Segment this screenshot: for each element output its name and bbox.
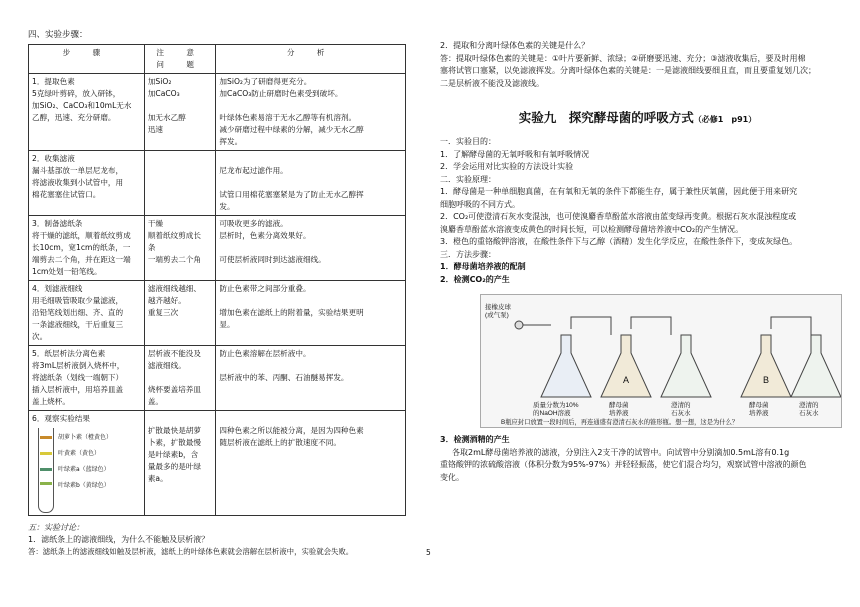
analysis-cell — [216, 411, 406, 516]
note-line: 一端剪去二个角 — [147, 255, 201, 264]
note-line: 条 — [147, 243, 156, 252]
answer-2-line: 二是层析液不能没及滤液线。 — [440, 78, 544, 88]
step-line: 盖上烧杯。 — [32, 397, 70, 406]
method-title: 三．方法步骤： — [440, 249, 496, 259]
header-analysis: 分 析 — [216, 45, 406, 74]
band-label: 胡萝卜素（橙黄色） — [58, 434, 113, 441]
step-cell — [29, 74, 145, 151]
apparatus-diagram — [481, 295, 841, 427]
note-line: 迅速 — [147, 125, 164, 134]
analysis-cell — [216, 216, 406, 281]
note-line: 量最多的是叶绿 — [147, 462, 201, 471]
label-yeast-b-2: 培养液 — [749, 410, 769, 417]
step-title: 6．观察实验结果 — [32, 414, 90, 423]
label-pump: (或气泵) — [485, 312, 509, 319]
steps-table — [28, 44, 406, 516]
answer-2-line: 答：提取叶绿体色素的关键是：①叶片要新鲜、浓绿；②研磨要迅速、充分；③滤液收集后，要及时用棉 — [440, 53, 806, 63]
analysis-line: 加SiO₂为了研磨得更充分。 — [219, 77, 312, 86]
analysis-line — [219, 360, 402, 372]
step-line: 长10cm，宽1cm的纸条，一 — [32, 243, 131, 252]
purpose-item: 1．了解酵母菌的无氧呼吸和有氧呼吸情况 — [440, 149, 590, 159]
analysis-line: 减少研磨过程中绿素的分解，减少无水乙醇 — [219, 125, 364, 134]
method-1: 1．酵母菌培养液的配制 — [440, 262, 526, 271]
method-3: 3．检测酒精的产生 — [440, 435, 510, 444]
figure-caption: B瓶应封口放置一段时间后，再连通盛有澄清石灰水的锥形瓶。想一想，这是为什么？ — [501, 419, 739, 426]
band-label: 叶绿素b（黄绿色） — [58, 482, 110, 489]
table-row — [29, 216, 406, 281]
step-line: 将滤纸条（划线一端朝下） — [32, 373, 124, 382]
step-line: 一条滤液细线，干后重复三 — [32, 320, 124, 329]
note-cell — [144, 216, 216, 281]
table-row — [29, 346, 406, 411]
step-line: 漏斗基部放一单层尼龙布， — [32, 166, 124, 175]
header-step: 步 骤 — [29, 45, 145, 74]
analysis-cell — [216, 74, 406, 151]
purpose-title: 一．实验目的： — [440, 137, 496, 146]
experiment-title — [440, 108, 835, 126]
step-cell — [29, 216, 145, 281]
table-row — [29, 151, 406, 216]
analysis-line: 增加色素在滤纸上的附着量，实验结果更明 — [219, 308, 364, 317]
step-cell — [29, 151, 145, 216]
analysis-cell — [216, 151, 406, 216]
method-3-line: 重铬酸钾的浓硫酸溶液（体积分数为95%-97%）并轻轻振荡，使它们混合均匀，观察试管中溶液的颜色 — [440, 460, 807, 469]
section-title: 四、实验步骤： — [28, 30, 88, 40]
analysis-line: 挥发。 — [219, 137, 243, 146]
principle-line: 2．CO₂可使澄清石灰水变混浊，也可使溴麝香草酚蓝水溶液由蓝变绿再变黄。根据石灰水混浊程度或 — [440, 212, 797, 221]
discussion-title: 五：实验讨论： — [28, 523, 84, 532]
principle-line: 溴麝香草酚蓝水溶液变成黄色的时间长短，可以检测酵母菌培养液中CO₂的产生情况。 — [440, 224, 744, 234]
step-line: 1．提取色素 — [32, 77, 75, 86]
analysis-line: 尼龙布起过滤作用。 — [219, 166, 288, 175]
apparatus-figure — [480, 294, 842, 428]
analysis-line: 防止色素带之间部分重叠。 — [219, 284, 311, 293]
header-note: 注 意 问 题 — [144, 45, 216, 74]
band-label: 叶绿素a（蓝绿色） — [58, 466, 110, 473]
label-naoh: 质量分数为10% — [533, 402, 579, 409]
method-3-line: 各取2mL酵母菌培养液的滤液，分别注入2支干净的试管中。向试管中分别滴加0.5mL溶有0.1g — [452, 447, 790, 457]
label-yeast-a-2: 培养液 — [609, 410, 629, 417]
principle-title: 二．实验原理： — [440, 174, 496, 184]
table-row — [29, 74, 406, 151]
note-cell — [144, 151, 216, 216]
analysis-line: 显。 — [219, 320, 235, 329]
note-line: 加无水乙醇 — [147, 113, 186, 122]
left-column — [28, 28, 408, 558]
note-line: 滤液细线越细、 — [147, 284, 201, 293]
experiment-reference: （必修1 p91） — [693, 115, 757, 124]
label-lime-a: 澄清的 — [671, 402, 691, 409]
analysis-line — [219, 153, 402, 165]
analysis-cell — [216, 281, 406, 346]
note-line: 顺着纸纹剪成长 — [147, 231, 201, 240]
note-line: 加SiO₂ — [147, 77, 172, 86]
note-line: 越齐越好。 — [147, 296, 186, 305]
answer-1: 答：滤纸条上的滤液细线如触及层析液，滤纸上的叶绿体色素就会溶解在层析液中，实验就会失败。 — [28, 547, 354, 556]
page-number: 5 — [426, 548, 431, 557]
analysis-line: 层析液中的苯、丙酮、石油醚易挥发。 — [219, 373, 349, 382]
purpose-item: 2．学会运用对比实验的方法设计实验 — [440, 162, 574, 171]
step-line: 5．纸层析法分离色素 — [32, 349, 106, 358]
step-line: 乙醇，迅速、充分研磨。 — [32, 113, 116, 122]
analysis-line: 防止色素溶解在层析液中。 — [219, 349, 311, 358]
flask-letter-b: B — [763, 375, 770, 385]
step-line: 将滤液收集到小试管中，用 — [32, 178, 124, 187]
note-line: 干燥 — [147, 219, 164, 228]
label-yeast-a: 酵母菌 — [609, 402, 629, 409]
note-cell — [144, 346, 216, 411]
step-line: 插入层析液中，用培养皿盖 — [32, 385, 124, 394]
label-yeast-b: 酵母菌 — [749, 402, 769, 409]
label-bulb: 接橡皮球 — [485, 304, 511, 311]
note-cell — [144, 411, 216, 516]
analysis-line: 可使层析液同时到达滤液细线。 — [219, 255, 326, 264]
label-naoh-2: 的NaOH溶液 — [533, 410, 571, 417]
step-line: 端剪去二个角，并在距这一端 — [32, 255, 131, 264]
step-cell — [29, 346, 145, 411]
analysis-line: 随层析液在滤纸上的扩散速度不同。 — [219, 438, 341, 447]
analysis-line — [219, 100, 402, 112]
test-tube — [38, 428, 54, 513]
note-line: 扩散最快是胡萝 — [147, 426, 201, 435]
chromatography-strip — [32, 428, 141, 513]
principle-line: 3．橙色的重铬酸钾溶液，在酸性条件下与乙醇（酒精）发生化学反应，在酸性条件下，变成灰绿色。 — [440, 237, 798, 246]
method-2: 2．检测CO₂的产生 — [440, 274, 510, 284]
step-cell — [29, 411, 145, 516]
table-row — [29, 411, 406, 516]
analysis-line: 层析时，色素分离效果好。 — [219, 231, 311, 240]
flask-letter-a: A — [623, 375, 630, 385]
note-line: 层析液不能没及 — [147, 349, 201, 358]
note-cell — [144, 74, 216, 151]
analysis-line: 叶绿体色素易溶于无水乙醇等有机溶剂。 — [219, 113, 357, 122]
step-line: 用毛细吸管吸取少量滤液， — [32, 296, 124, 305]
note-line: 是叶绿素b，含 — [147, 450, 199, 459]
note-cell — [144, 281, 216, 346]
analysis-line: 发。 — [219, 202, 235, 211]
answer-2-line: 塞将试管口塞紧，以免滤液挥发。分离叶绿体色素的关键是：一是滤液细线要细且直，而且要重复划几次； — [440, 66, 816, 75]
note-line — [148, 372, 213, 384]
step-line: 3．制备滤纸条 — [32, 219, 83, 228]
step-line: 将3mL层析液倒入烧杯中， — [32, 361, 125, 370]
method-3-line: 变化。 — [440, 472, 464, 482]
note-line: 滤液细线。 — [147, 361, 186, 370]
label-lime-b: 澄清的 — [799, 402, 819, 409]
analysis-line: 试管口用棉花塞塞紧是为了防止无水乙醇挥 — [219, 190, 364, 199]
step-line: 沿铅笔线划出细、齐、直的 — [32, 308, 124, 317]
step-line: 棉花塞塞住试管口。 — [32, 190, 101, 199]
note-line: 烧杯要盖培养皿 — [147, 385, 201, 394]
analysis-line — [219, 242, 402, 254]
step-line: 5克绿叶剪碎，放入研钵， — [32, 89, 121, 98]
label-lime-a-2: 石灰水 — [671, 410, 691, 417]
analysis-line: 四种色素之所以能被分离，是因为四种色素 — [219, 426, 364, 435]
step-line: 1cm处划一铅笔线。 — [32, 267, 102, 276]
label-lime-b-2: 石灰水 — [799, 410, 819, 417]
note-line: 盖。 — [147, 397, 164, 406]
right-column — [440, 40, 835, 484]
note-line — [148, 100, 213, 112]
note-line: 加CaCO₃ — [147, 89, 180, 98]
principle-line: 细胞呼吸的不同方式。 — [440, 199, 520, 209]
note-line: 重复三次 — [147, 308, 179, 317]
step-cell — [29, 281, 145, 346]
note-line: 素a。 — [147, 474, 168, 483]
analysis-line: 可吸收更多的滤液。 — [219, 219, 288, 228]
analysis-line: 加CaCO₃防止研磨时色素受到破坏。 — [219, 89, 343, 98]
principle-line: 1．酵母菌是一种单细胞真菌，在有氧和无氧的条件下都能生存，属于兼性厌氧菌，因此便于用来研究 — [440, 187, 798, 196]
step-line: 将干燥的滤纸，顺着纸纹剪成 — [32, 231, 131, 240]
step-line: 次。 — [32, 332, 48, 341]
table-row — [29, 281, 406, 346]
step-line: 4．划滤液细线 — [32, 284, 83, 293]
note-line: 卜素，扩散最慢 — [147, 438, 201, 447]
band-label: 叶黄素（黄色） — [58, 450, 101, 457]
question-2: 2．提取和分离叶绿体色素的关键是什么？ — [440, 41, 590, 50]
analysis-line — [219, 177, 402, 189]
step-line: 2．收集滤液 — [32, 154, 75, 163]
question-1: 1．滤纸条上的滤液细线，为什么不能触及层析液？ — [28, 535, 210, 544]
analysis-line — [219, 295, 402, 307]
step-line: 加SiO₂、CaCO₃和10mL无水 — [32, 101, 132, 110]
analysis-cell — [216, 346, 406, 411]
experiment-title-text: 实验九 探究酵母菌的呼吸方式 — [518, 110, 694, 125]
